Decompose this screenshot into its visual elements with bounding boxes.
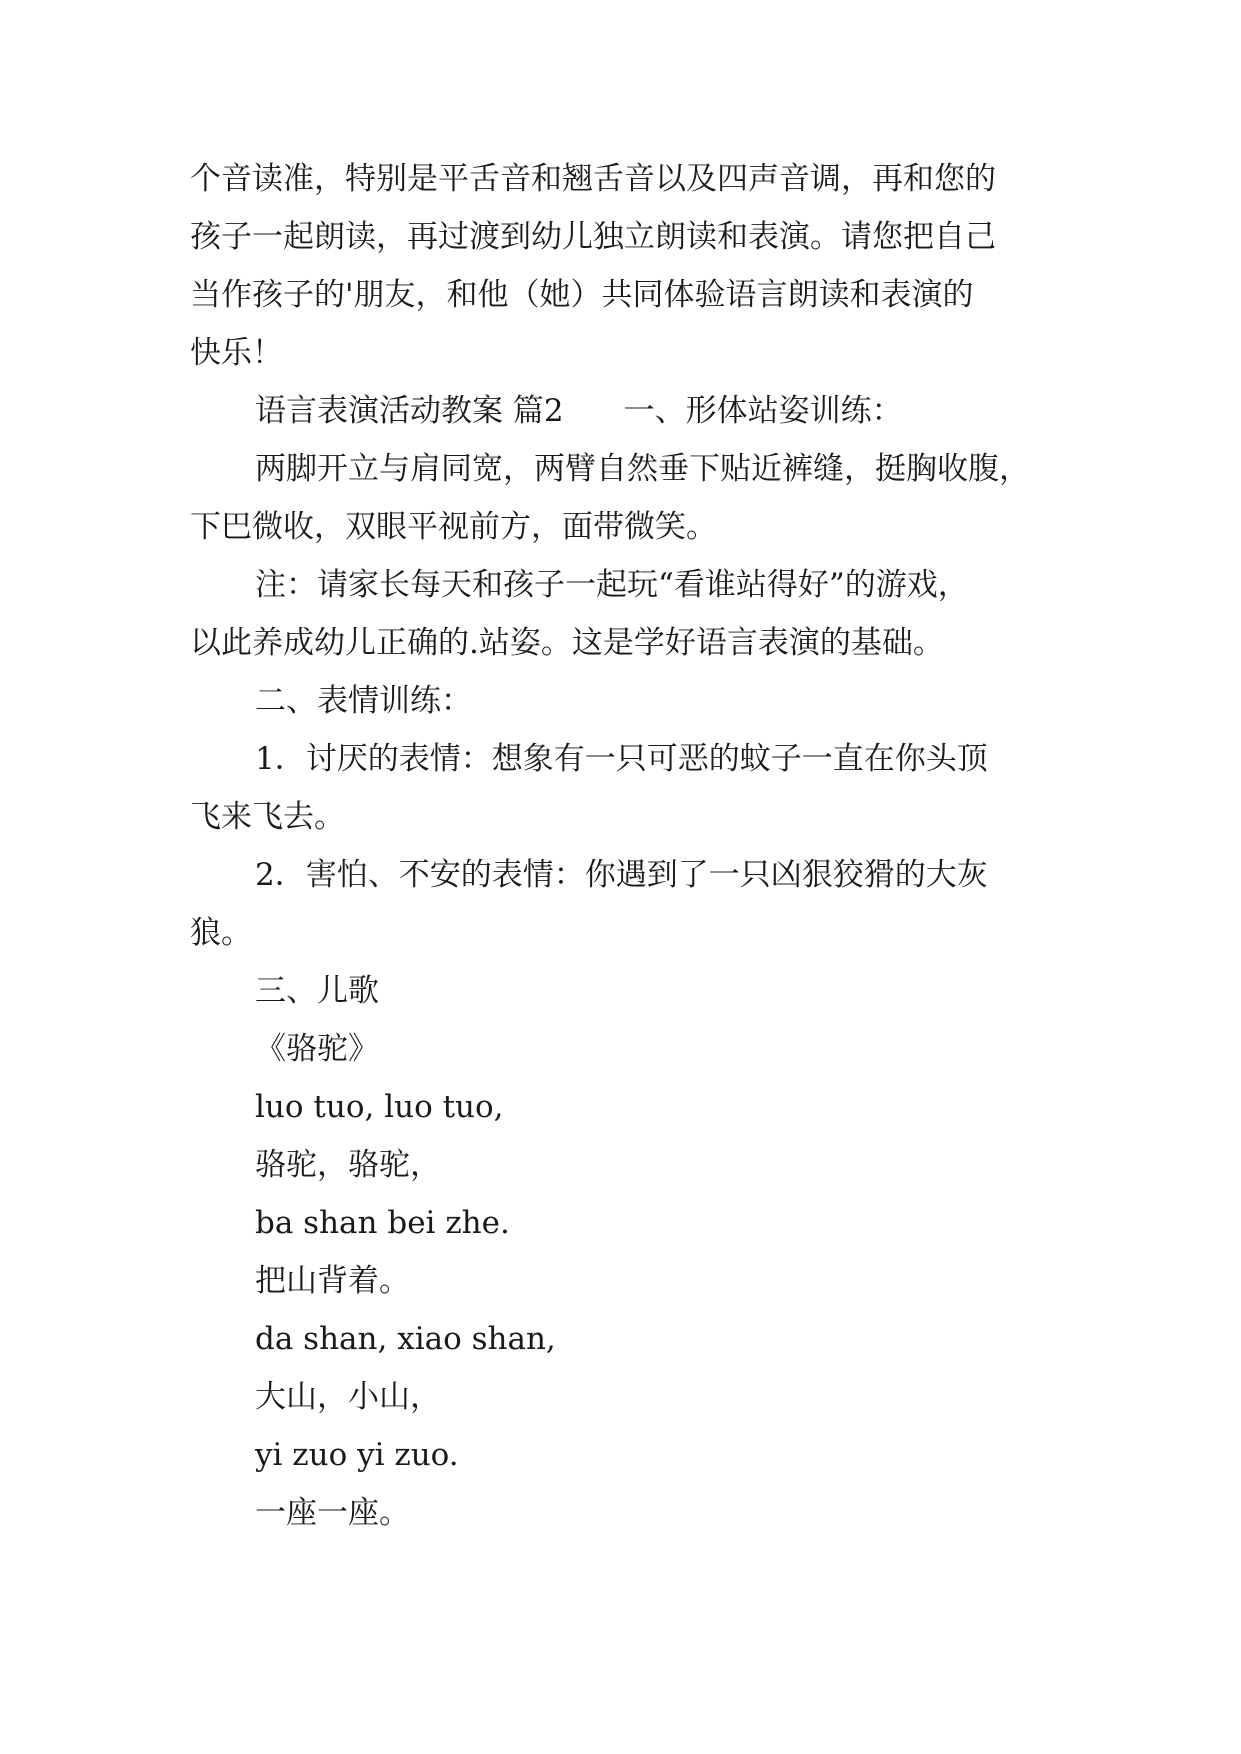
list-item-continuation: 狼。 <box>190 915 252 951</box>
poem-pinyin-line: da shan, xiao shan, <box>255 1321 556 1357</box>
section-heading-line <box>255 382 903 440</box>
paragraph-line: 当作孩子的'朋友，和他（她）共同体验语言朗读和表演的 <box>190 277 974 313</box>
poem-line: 大山，小山， <box>255 1379 441 1415</box>
note-line: 注：请家长每天和孩子一起玩“看谁站得好”的游戏， <box>255 567 969 603</box>
paragraph-line: 两脚开立与肩同宽，两臂自然垂下贴近裤缝，挺胸收腹， <box>255 451 1030 487</box>
section-heading: 三、儿歌 <box>255 973 379 1009</box>
list-item: 1．讨厌的表情：想象有一只可恶的蚊子一直在你头顶 <box>255 741 988 777</box>
section-heading: 一、形体站姿训练： <box>623 393 903 429</box>
poem-pinyin-line: yi zuo yi zuo. <box>255 1437 459 1473</box>
poem-pinyin-line: ba shan bei zhe. <box>255 1205 510 1241</box>
paragraph-line: 快乐！ <box>190 335 283 371</box>
poem-line: 骆驼，骆驼， <box>255 1147 441 1183</box>
paragraph-line: 以此养成幼儿正确的.站姿。这是学好语言表演的基础。 <box>190 625 944 661</box>
poem-line: 把山背着。 <box>255 1263 410 1299</box>
poem-title: 《骆驼》 <box>255 1031 379 1067</box>
list-item: 2．害怕、不安的表情：你遇到了一只凶狠狡猾的大灰 <box>255 857 988 893</box>
paragraph-line: 孩子一起朗读，再过渡到幼儿独立朗读和表演。请您把自己 <box>190 219 996 255</box>
paragraph-line: 下巴微收，双眼平视前方，面带微笑。 <box>190 509 717 545</box>
poem-line: 一座一座。 <box>255 1495 410 1531</box>
poem-pinyin-line: luo tuo, luo tuo, <box>255 1089 504 1125</box>
article-title: 语言表演活动教案 篇2 <box>255 393 564 429</box>
list-item-continuation: 飞来飞去。 <box>190 799 345 835</box>
section-heading: 二、表情训练： <box>255 683 472 719</box>
paragraph-line: 个音读准，特别是平舌音和翘舌音以及四声音调，再和您的 <box>190 161 996 197</box>
